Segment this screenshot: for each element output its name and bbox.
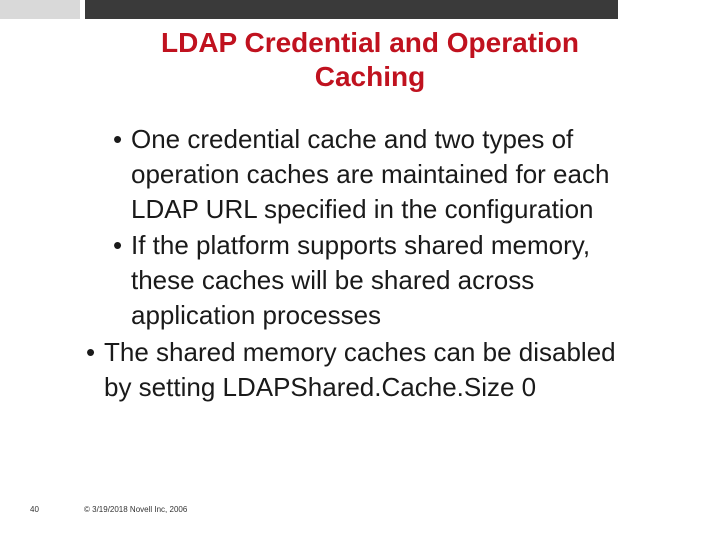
top-bar-dark (85, 0, 618, 19)
slide-title (100, 26, 640, 94)
slide-title-line-1: LDAP Credential and Operation (161, 27, 579, 58)
slide-title-line-2: Caching (314, 61, 426, 92)
page-number: 40 (30, 505, 39, 514)
copyright-notice: © 3/19/2018 Novell Inc, 2006 (84, 505, 188, 514)
bullet-2-line-3: application processes (131, 300, 382, 330)
bullet-marker: • (113, 230, 123, 260)
bullet-2-line-2: these caches will be shared across (131, 265, 535, 295)
bullet-marker: • (86, 337, 96, 367)
bullet-3-line-1: The shared memory caches can be disabled (104, 337, 616, 367)
bullet-1-line-1: One credential cache and two types of (131, 124, 574, 154)
bullet-2-line-1: If the platform supports shared memory, (131, 230, 591, 260)
bullet-3-line-2: by setting LDAPShared.Cache.Size 0 (104, 372, 537, 402)
bullet-1-line-2: operation caches are maintained for each (131, 159, 610, 189)
bullet-marker: • (113, 124, 123, 154)
top-bar-light (0, 0, 80, 19)
bullet-1-line-3: LDAP URL specified in the configuration (131, 194, 594, 224)
